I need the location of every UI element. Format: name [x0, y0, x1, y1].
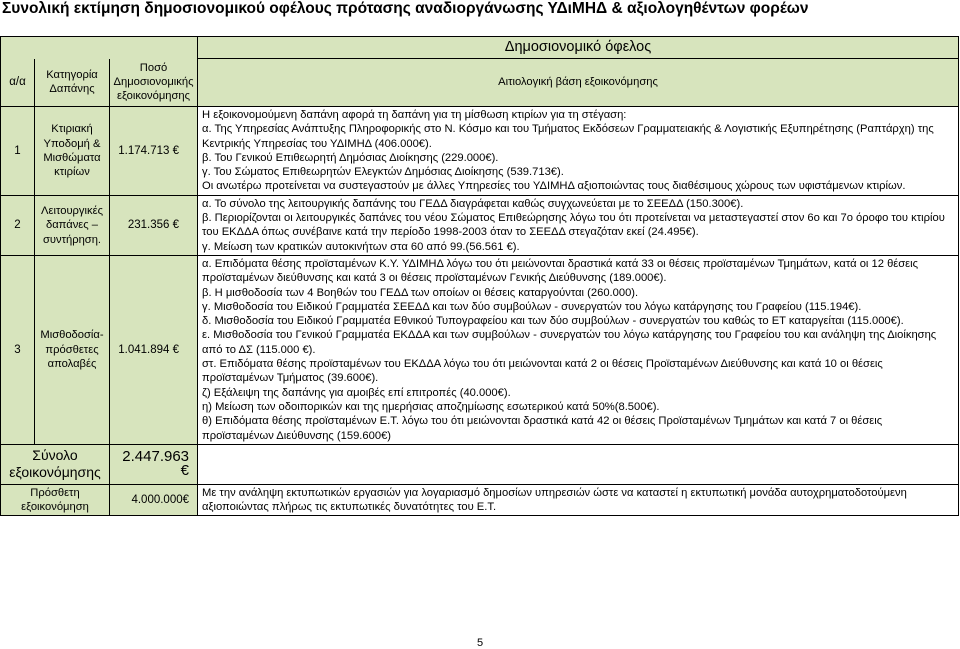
- justification-line: γ. Μισθοδοσία του Ειδικού Γραμματέα ΣΕΕΔΔ και των δύο συμβούλων - συνεργατών του λόγω κατάργησης του Γραφείου (115.194€).: [202, 300, 862, 313]
- justification-cell: [198, 255, 959, 444]
- savings-amount: 1.174.713 €: [110, 107, 198, 196]
- table-row: [1, 195, 959, 255]
- extra-row: [1, 484, 959, 516]
- total-row: [1, 444, 959, 484]
- justification-line: α. Το σύνολο της λειτουργικής δαπάνης του ΓΕΔΔ διαγράφεται καθώς συγχωνεύεται με το ΣΕΕΔΔ (150.300€).: [202, 197, 744, 210]
- table-row: [1, 255, 959, 444]
- extra-label: Πρόσθετη εξοικονόμηση: [1, 484, 110, 516]
- fiscal-benefit-header: Δημοσιονομικό όφελος: [198, 37, 959, 59]
- justification-line: α. Επιδόματα θέσης προϊσταμένων Κ.Υ. ΥΔΙΜΗΔ λόγω του ότι μειώνονται δραστικά κατά 33 οι θέσεις προϊσταμένων Τμημάτων, κατά οι 12 θέσεις προϊσταμένων διεύθυνσης και κατά 3 οι θέσεις προϊσταμένων Γενικής Διεύθυνσης (189.000€).: [202, 257, 919, 285]
- justification-line: β. Περιορίζονται οι λειτουργικές δαπάνες του νέου Σώματος Επιθεώρησης λόγω του ότι προτείνεται να μεταστεγαστεί στον 6ο και 7ο όροφο του κτιρίου του ΕΚΔΔΑ όπως συνέβαινε κατά την περίοδο 1998-2003 όταν το ΣΕΕΔΔ στεγαζόταν εκεί (24.495€).: [202, 212, 945, 239]
- savings-amount: 1.041.894 €: [110, 255, 198, 444]
- table-row: [1, 107, 959, 196]
- extra-justification: Με την ανάληψη εκτυπωτικών εργασιών για λογαριασμό δημοσίων υπηρεσιών ώστε να καταστεί η εκτυπωτική μονάδα αυτοχρηματοδοτούμενη αξιοποιώντας πλήρως τις εκτυπωτικές δυνατότητες του Ε.Τ.: [198, 484, 959, 516]
- justification-line: β. Η μισθοδοσία των 4 Βοηθών του ΓΕΔΔ των οποίων οι θέσεις καταργούνται (260.000).: [202, 286, 639, 299]
- column-header-justification: Αιτιολογική βάση εξοικονόμησης: [198, 59, 959, 107]
- savings-amount: 231.356 €: [110, 195, 198, 255]
- row-number: 2: [1, 195, 35, 255]
- fiscal-benefit-table: [0, 36, 959, 516]
- justification-line: θ) Επιδόματα θέσης προϊσταμένων Ε.Τ. λόγω του ότι μειώνονται δραστικά κατά 42 οι θέσεις Προϊσταμένων Τμημάτων και κατά 7 οι θέσεις προϊσταμένων Διεύθυνσης (159.600€): [202, 415, 883, 442]
- justification-line: ε. Μισθοδοσία του Γενικού Γραμματέα ΕΚΔΔΑ και των συμβούλων - συνεργατών του λόγω κατάργησης του Γραφείου του και ανάληψη της Διοίκησης από το ΔΣ (115.000 €).: [202, 329, 937, 356]
- expense-category: Κτιριακή Υποδομή & Μισθώματα κτιρίων: [35, 107, 110, 196]
- total-amount: 2.447.963 €: [110, 444, 198, 484]
- expense-category: Λειτουργικές δαπάνες – συντήρηση.: [35, 195, 110, 255]
- justification-line: δ. Μισθοδοσία του Ειδικού Γραμματέα Εθνικού Τυπογραφείου και των δύο συμβούλων - συνεργατών του καθώς το ΕΤ καταργείται (115.000€).: [202, 315, 904, 328]
- column-header-aa: α/α: [1, 59, 35, 107]
- total-label: Σύνολο εξοικονόμησης: [1, 444, 110, 484]
- justification-line: ζ) Εξάλειψη της δαπάνης για αμοιβές επί επιτροπές (40.000€).: [202, 386, 511, 399]
- justification-line: α. Της Υπηρεσίας Ανάπτυξης Πληροφορικής στο Ν. Κόσμο και του Τμήματος Εκδόσεων Γραμματειακής & Λογιστικής Εξυπηρέτησης (Ραπτάρχη) της Κεντρικής Υπηρεσίας του ΥΔΙΜΗΔ (406.000€).: [202, 123, 934, 150]
- justification-line: Η εξοικονομούμενη δαπάνη αφορά τη δαπάνη για τη μίσθωση κτιρίων για τη στέγαση:: [202, 109, 627, 121]
- justification-line: β. Του Γενικού Επιθεωρητή Δημόσιας Διοίκησης (229.000€).: [202, 151, 499, 164]
- row-number: 1: [1, 107, 35, 196]
- justification-cell: [198, 195, 959, 255]
- header-blank-cell: [1, 37, 198, 59]
- justification-line: στ. Επιδόματα θέσης προϊσταμένων του ΕΚΔΔΑ λόγω του ότι μειώνονται κατά 2 οι θέσεις Προϊσταμένων Διεύθυνσης και κατά 10 οι θέσεις προϊσταμένων Τμήματος (39.600€).: [202, 358, 883, 385]
- page-number: 5: [476, 637, 484, 649]
- total-blank-cell: [198, 444, 959, 484]
- table-subheader-row: [1, 59, 959, 107]
- expense-category: Μισθοδοσία- πρόσθετες απολαβές: [35, 255, 110, 444]
- justification-line: γ. Μείωση των κρατικών αυτοκινήτων στα 60 από 99.(56.561 €).: [202, 240, 520, 253]
- extra-amount: 4.000.000€: [110, 484, 198, 516]
- justification-line: Οι ανωτέρω προτείνεται να συστεγαστούν με άλλες Υπηρεσίες του ΥΔΙΜΗΔ αξιοποιώντας τους διαθέσιμους χώρους των υφιστάμενων κτιρίων.: [202, 180, 906, 193]
- justification-line: η) Μείωση των οδοιπορικών και της ημερήσιας αποζημίωσης εσωτερικού κατά 50%(8.500€).: [202, 400, 660, 413]
- row-number: 3: [1, 255, 35, 444]
- table-header-row: [1, 37, 959, 59]
- justification-cell: [198, 107, 959, 196]
- page-title: Συνολική εκτίμηση δημοσιονομικού οφέλους πρότασης αναδιοργάνωσης ΥΔιΜΗΔ & αξιολογηθέντων φορέων: [2, 0, 809, 17]
- justification-line: γ. Του Σώματος Επιθεωρητών Ελεγκτών Δημόσιας Διοίκησης (539.713€).: [202, 166, 564, 179]
- column-header-category: Κατηγορία Δαπάνης: [35, 59, 110, 107]
- column-header-amount: Ποσό Δημοσιονομικής εξοικονόμησης: [110, 59, 198, 107]
